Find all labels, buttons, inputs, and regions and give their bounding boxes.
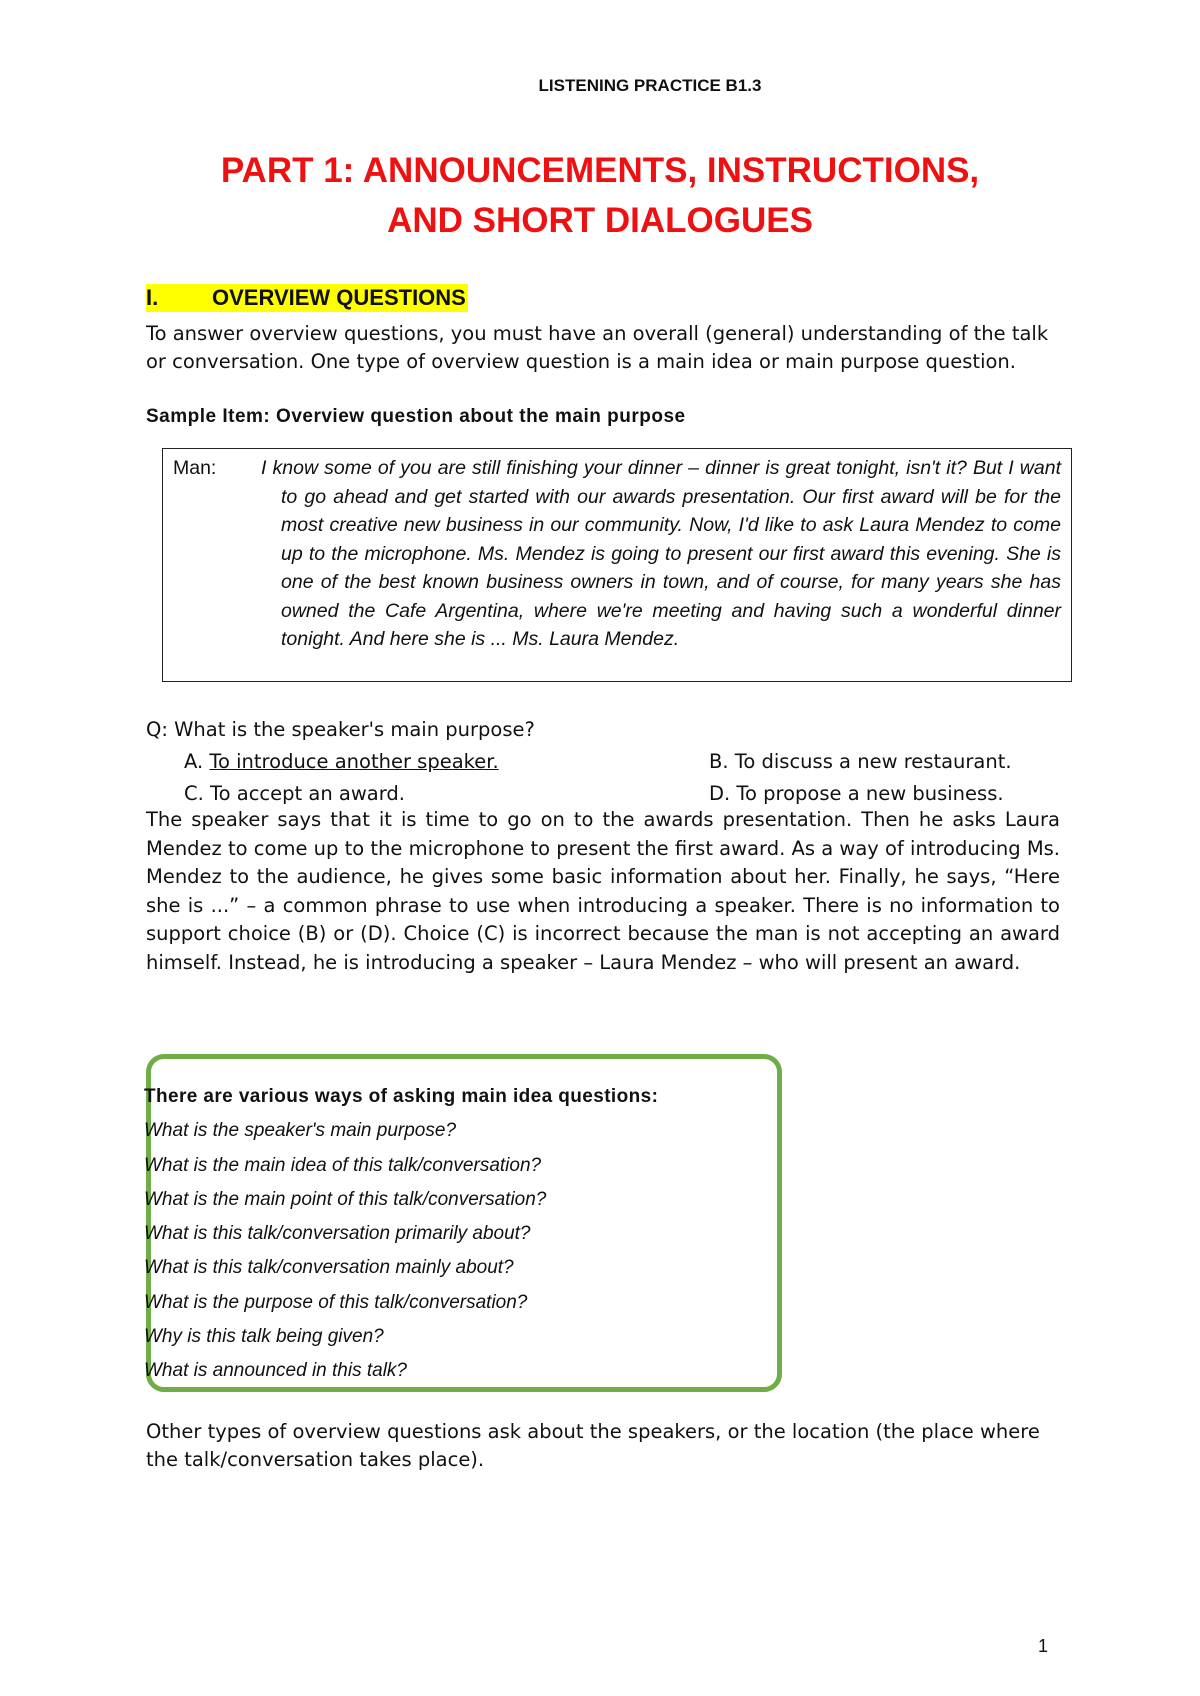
- option-b: [709, 750, 1012, 773]
- tips-item: What is the main point of this talk/conversation?: [144, 1188, 547, 1210]
- tips-item: What is announced in this talk?: [144, 1360, 407, 1382]
- option-d-text: To propose a new business.: [736, 782, 1004, 805]
- sample-item-label: Sample Item: Overview question about the main purpose: [146, 406, 686, 427]
- option-c: [184, 782, 405, 805]
- closing-paragraph: Other types of overview questions ask about the speakers, or the location (the place where the talk/conversation takes place).: [146, 1420, 1040, 1471]
- section-number: I.: [146, 285, 159, 310]
- option-a-letter: A.: [184, 750, 204, 773]
- tips-item: What is the purpose of this talk/conversation?: [144, 1291, 528, 1313]
- option-a-text: To introduce another speaker.: [209, 750, 499, 773]
- part-title: [110, 146, 1090, 246]
- option-d-letter: D.: [709, 782, 731, 805]
- transcript-text: I know some of you are still finishing your dinner – dinner is great tonight, isn't it? But I want to go ahead and get started with our awards presentation. Our first award will be for the most creative new business in our community. Now, I'd like to ask Laura Mendez to come up to the microphone. Ms. Mendez is going to present our first award this evening. She is one of the best known business owners in town, and of course, for many years she has owned the Cafe Argentina, where we're meeting and having such a wonderful dinner tonight. And here she is ... Ms. Laura Mendez.: [261, 457, 1061, 650]
- intro-paragraph: To answer overview questions, you must have an overall (general) understanding of the talk or conversation. One type of overview question is a main idea or main purpose question.: [146, 322, 1049, 373]
- option-b-letter: B.: [709, 750, 729, 773]
- option-b-text: To discuss a new restaurant.: [734, 750, 1012, 773]
- question-text: Q: What is the speaker's main purpose?: [146, 718, 535, 741]
- tips-title: There are various ways of asking main idea questions:: [144, 1086, 659, 1107]
- tips-content: [144, 1080, 764, 1389]
- explanation-paragraph: The speaker says that it is time to go on to the awards presentation. Then he asks Laura Mendez to come up to the microphone to present the first award. As a way of introducing Ms. Mendez to the audience, he gives some basic information about her. Finally, he says, “Here she is ...” – a common phrase to use when introducing a speaker. There is no information to support choice (B) or (D). Choice (C) is incorrect because the man is not accepting an award himself. Instead, he is introducing a speaker – Laura Mendez – who will present an award.: [146, 808, 1060, 974]
- option-a: [184, 750, 499, 773]
- part-title-line-1: PART 1: ANNOUNCEMENTS, INSTRUCTIONS,: [220, 151, 980, 190]
- option-c-text: To accept an award.: [210, 782, 405, 805]
- tips-item: What is this talk/conversation mainly about?: [144, 1257, 514, 1279]
- option-d: [709, 782, 1004, 805]
- tips-item: What is the speaker's main purpose?: [144, 1120, 457, 1142]
- transcript-box: [162, 448, 1072, 682]
- section-title: OVERVIEW QUESTIONS: [212, 285, 466, 310]
- speaker-label: Man:: [173, 457, 217, 479]
- tips-item: What is the main idea of this talk/conversation?: [144, 1154, 542, 1176]
- option-c-letter: C.: [184, 782, 204, 805]
- tips-item: Why is this talk being given?: [144, 1326, 384, 1348]
- tips-item: What is this talk/conversation primarily about?: [144, 1223, 531, 1245]
- part-title-line-2: AND SHORT DIALOGUES: [387, 201, 813, 240]
- section-heading: [146, 284, 468, 312]
- running-header: LISTENING PRACTICE B1.3: [538, 76, 762, 95]
- page-number: 1: [1038, 1636, 1049, 1656]
